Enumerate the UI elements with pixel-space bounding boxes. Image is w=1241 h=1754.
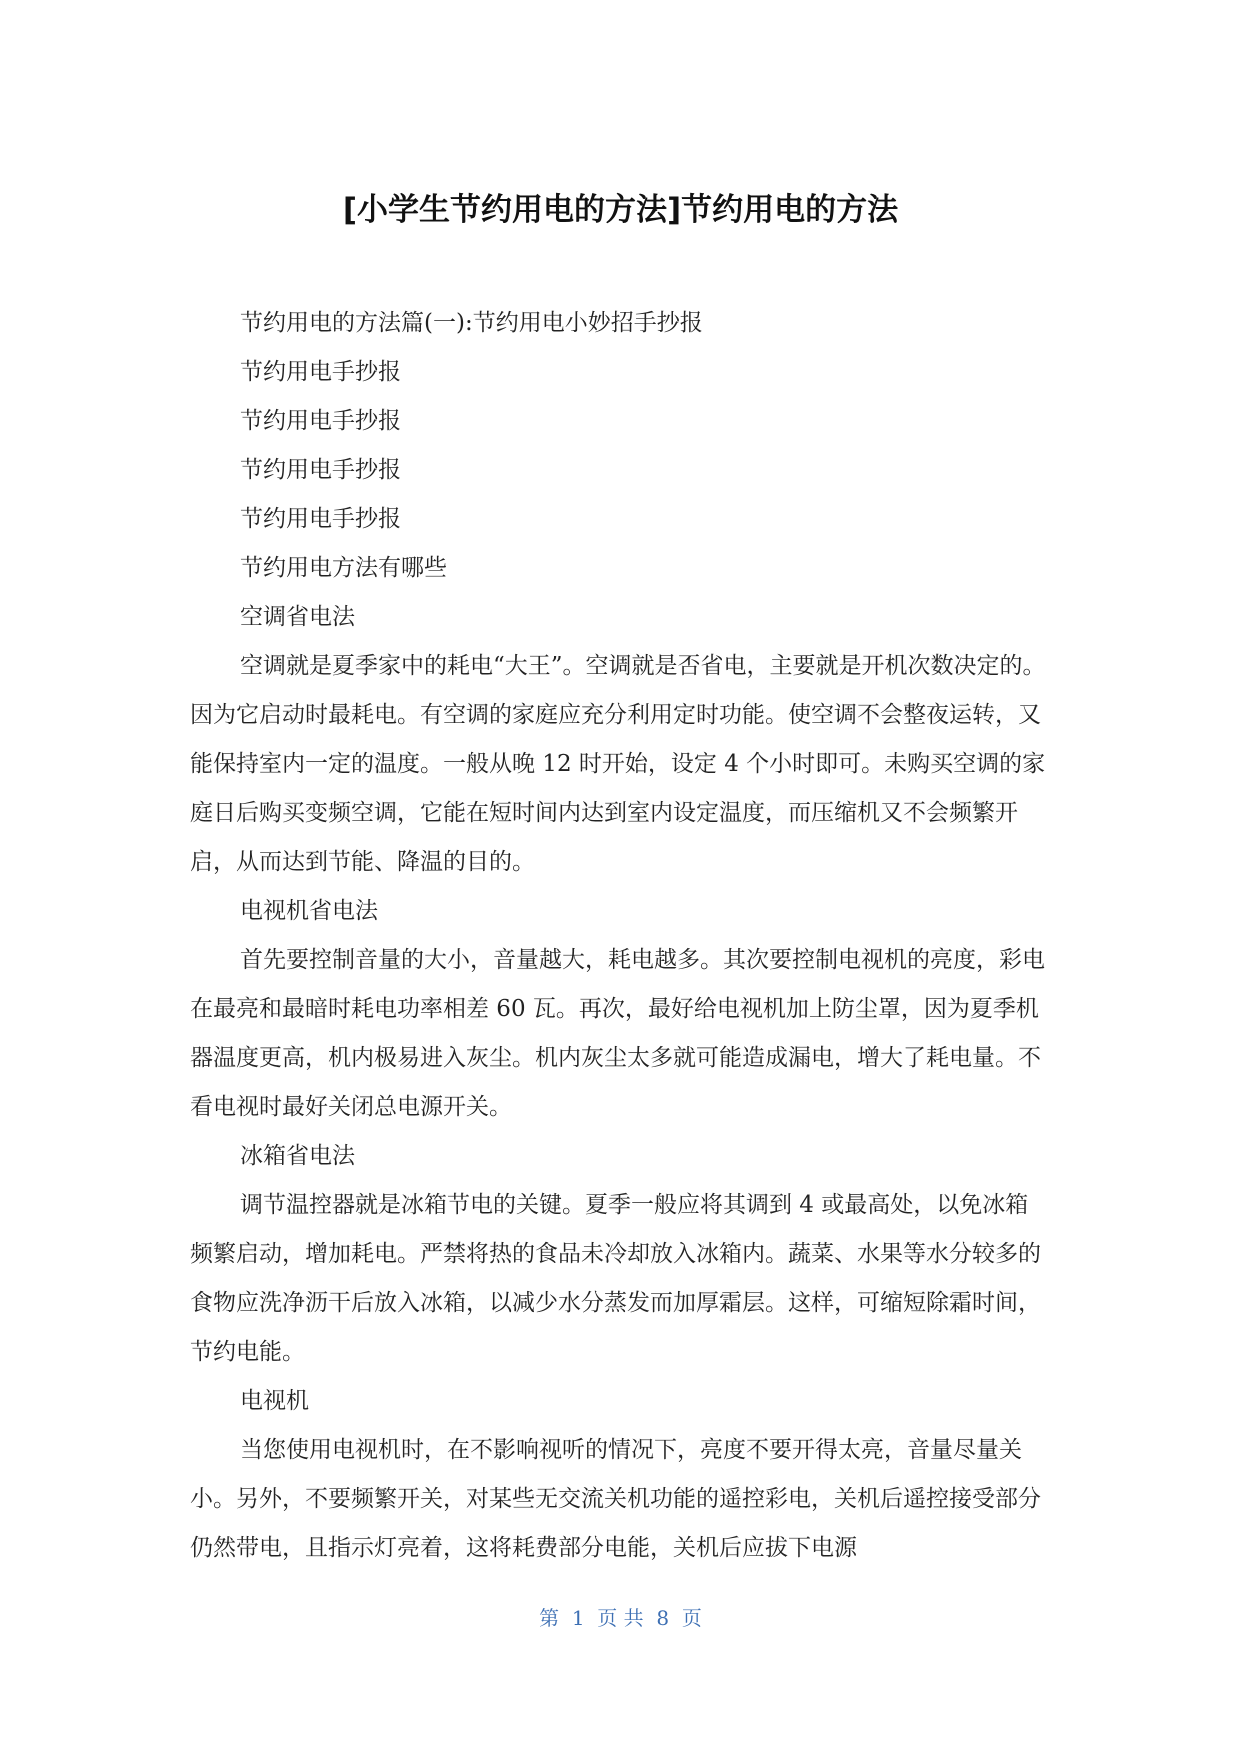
subheading-tv: 电视机省电法 xyxy=(240,898,378,924)
page-number-footer: 第 1 页 共 8 页 xyxy=(539,1606,702,1630)
document-title: [小学生节约用电的方法]节约用电的方法 xyxy=(342,192,899,228)
text-line: 节约用电手抄报 xyxy=(240,457,401,483)
subheading-air-conditioner: 空调省电法 xyxy=(240,604,355,630)
text-line: 节约用电手抄报 xyxy=(240,359,401,385)
subheading-fridge: 冰箱省电法 xyxy=(240,1143,355,1169)
section-heading: 节约用电的方法篇(一):节约用电小妙招手抄报 xyxy=(240,310,703,336)
paragraph-tv: 首先要控制音量的大小，音量越大，耗电越多。其次要控制电视机的亮度，彩电在最亮和最暗时耗电功率相差 60 瓦。再次，最好给电视机加上防尘罩，因为夏季机器温度更高，机内极易进入灰尘。机内灰尘太多就可能造成漏电，增大了耗电量。不看电视时最好关闭总电源开关。 xyxy=(190,947,1045,1120)
text-line: 节约用电方法有哪些 xyxy=(240,555,447,581)
subheading-television: 电视机 xyxy=(240,1388,309,1414)
text-line: 节约用电手抄报 xyxy=(240,408,401,434)
document-body xyxy=(190,299,1050,1573)
paragraph-television: 当您使用电视机时，在不影响视听的情况下，亮度不要开得太亮，音量尽量关小。另外，不要频繁开关，对某些无交流关机功能的遥控彩电，关机后遥控接受部分仍然带电，且指示灯亮着，这将耗费部分电能，关机后应拔下电源 xyxy=(190,1437,1041,1561)
paragraph-fridge: 调节温控器就是冰箱节电的关键。夏季一般应将其调到 4 或最高处，以免冰箱频繁启动，增加耗电。严禁将热的食品未冷却放入冰箱内。蔬菜、水果等水分较多的食物应洗净沥干后放入冰箱，以减少水分蒸发而加厚霜层。这样，可缩短除霜时间，节约电能。 xyxy=(190,1192,1041,1365)
text-line: 节约用电手抄报 xyxy=(240,506,401,532)
paragraph-air-conditioner: 空调就是夏季家中的耗电“大王”。空调就是否省电，主要就是开机次数决定的。因为它启动时最耗电。有空调的家庭应充分利用定时功能。使空调不会整夜运转，又能保持室内一定的温度。一般从晚 12 时开始，设定 4 个小时即可。未购买空调的家庭日后购买变频空调，它能在短时间内达到室内设定温度，而压缩机又不会频繁开启，从而达到节能、降温的目的。 xyxy=(190,653,1046,875)
